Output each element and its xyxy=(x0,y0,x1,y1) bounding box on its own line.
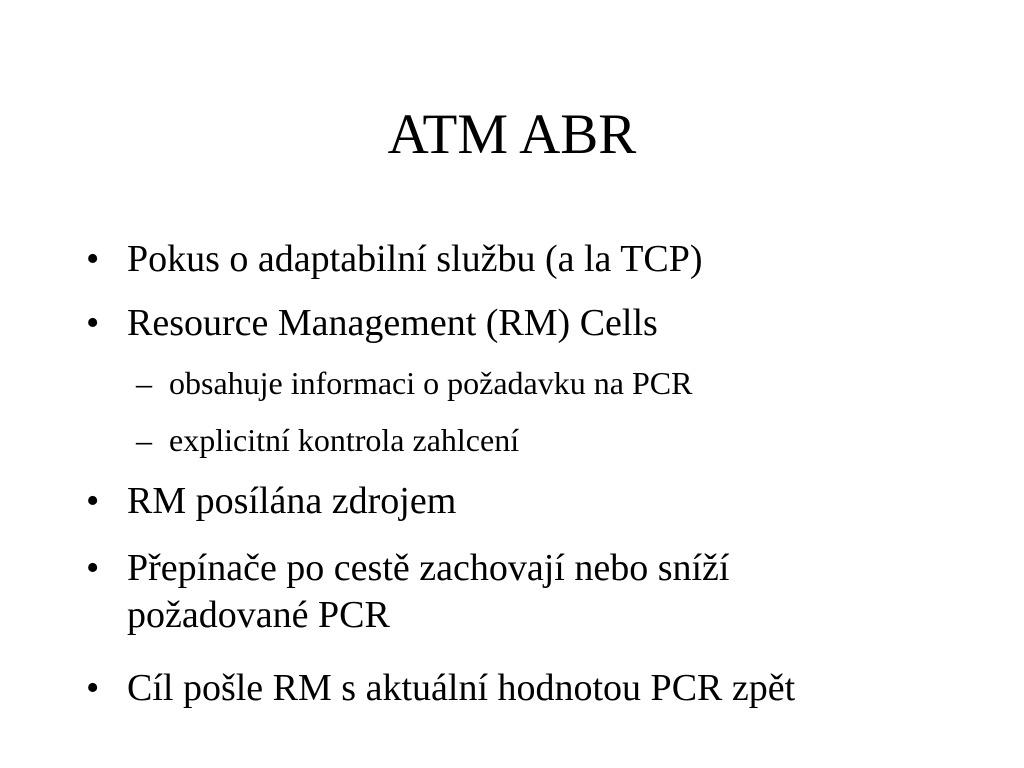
sub-bullet-item xyxy=(136,363,996,403)
bullet-marker: • xyxy=(86,547,100,589)
bullet-marker: • xyxy=(86,302,100,344)
bullet-item xyxy=(86,545,866,639)
bullet-item xyxy=(86,478,986,525)
sub-bullet-marker: – xyxy=(136,365,152,401)
sub-bullet-item xyxy=(136,420,996,460)
bullet-item xyxy=(86,236,986,283)
bullet-marker: • xyxy=(86,480,100,522)
sub-bullet-text: explicitní kontrola zahlcení xyxy=(169,422,520,458)
bullet-text: Pokus o adaptabilní službu (a la TCP) xyxy=(127,238,703,280)
bullet-marker: • xyxy=(86,238,100,280)
bullet-text: Přepínače po cestě zachovají nebo sníží požadované PCR xyxy=(127,547,730,636)
bullet-marker: • xyxy=(86,667,100,709)
slide-title: ATM ABR xyxy=(387,103,637,166)
bullet-item xyxy=(86,665,986,712)
sub-bullet-marker: – xyxy=(136,422,152,458)
bullet-text: Cíl pošle RM s aktuální hodnotou PCR zpět xyxy=(127,667,796,709)
bullet-text: Resource Management (RM) Cells xyxy=(127,302,658,344)
bullet-text: RM posílána zdrojem xyxy=(127,480,457,522)
bullet-item xyxy=(86,300,986,347)
sub-bullet-text: obsahuje informaci o požadavku na PCR xyxy=(169,365,693,401)
